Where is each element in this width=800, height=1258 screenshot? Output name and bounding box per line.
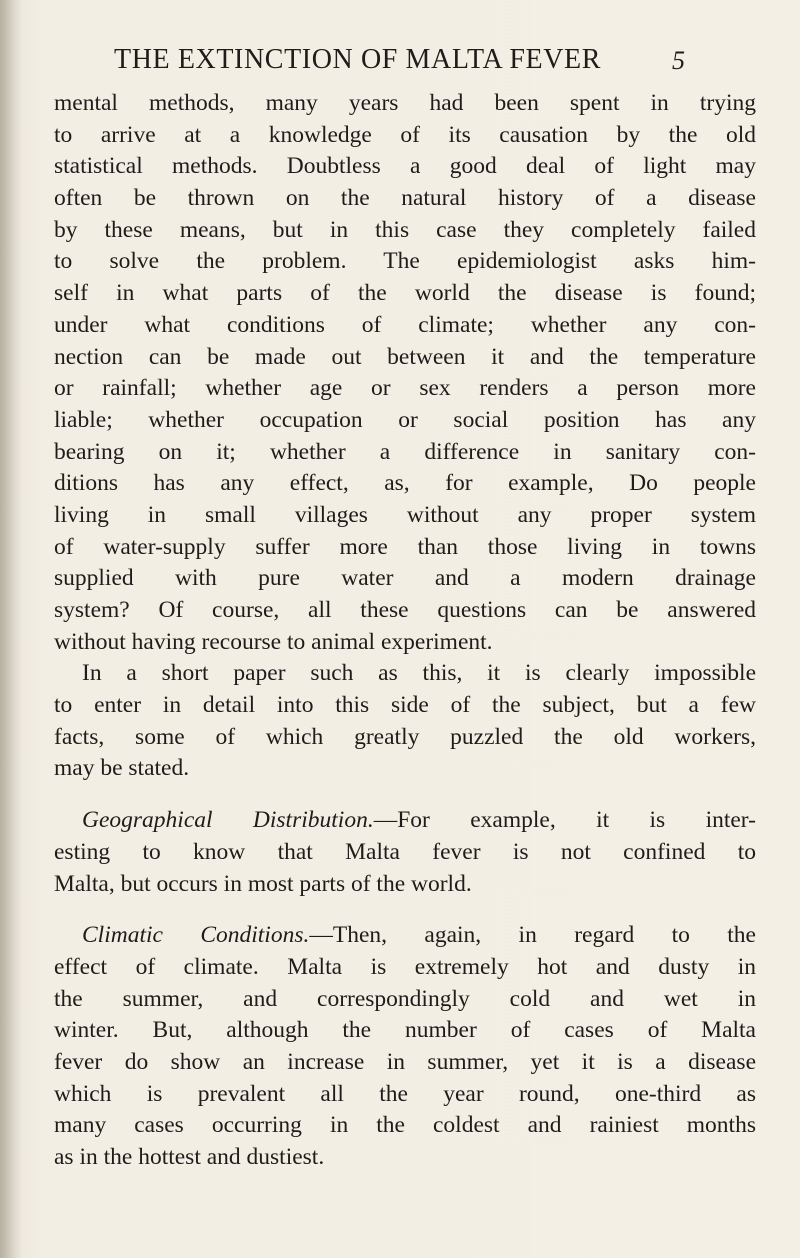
- paragraph-gap: [54, 785, 756, 805]
- binding-shadow: [0, 0, 22, 1258]
- text-line: nection can be made out between it and the temperature: [54, 343, 756, 370]
- text-line: to solve the problem. The epidemiologist asks him-: [54, 248, 756, 275]
- text-run: —For example, it is inter-: [373, 807, 756, 834]
- text-run: —Then, again, in regard to the: [309, 922, 756, 949]
- text-line: liable; whether occupation or social position has any: [54, 406, 756, 433]
- text-line: living in small villages without any proper system: [54, 501, 756, 528]
- text-line: may be stated.: [54, 755, 190, 782]
- text-line: [54, 920, 756, 952]
- text-line: self in what parts of the world the disease is found;: [54, 280, 756, 307]
- text-line: winter. But, although the number of cases of Malta: [54, 1017, 756, 1044]
- section-heading-climatic: Climatic Conditions.: [82, 922, 310, 949]
- text-line: to enter in detail into this side of the subject, but a few: [54, 692, 756, 719]
- page-number: 5: [672, 46, 685, 75]
- text-line: of water-supply suffer more than those living in towns: [54, 533, 756, 560]
- text-line: as in the hottest and dustiest.: [54, 1144, 325, 1170]
- text-line: system? Of course, all these questions can be answered: [54, 597, 756, 623]
- text-line: bearing on it; whether a difference in sanitary con-: [54, 438, 756, 465]
- text-line: under what conditions of climate; whether any con-: [54, 311, 756, 338]
- text-line: ditions has any effect, as, for example, Do people: [54, 470, 756, 497]
- text-line: without having recourse to animal experiment.: [54, 628, 493, 655]
- text-line: which is prevalent all the year round, one-third as: [54, 1080, 756, 1107]
- body-text: [54, 88, 756, 1174]
- paragraph-gap: [54, 900, 756, 920]
- running-title: THE EXTINCTION OF MALTA FEVER: [114, 44, 602, 75]
- text-line: many cases occurring in the coldest and rainiest months: [54, 1112, 756, 1139]
- text-line: often be thrown on the natural history of a disease: [54, 185, 756, 212]
- text-line: esting to know that Malta fever is not confined to: [54, 838, 756, 865]
- text-line: In a short paper such as this, it is clearly impossible: [82, 660, 756, 687]
- text-line: the summer, and correspondingly cold and wet in: [54, 985, 756, 1012]
- text-line: statistical methods. Doubtless a good deal of light may: [54, 153, 756, 180]
- section-heading-geographical: Geographical Distribution.: [82, 807, 374, 834]
- text-line: by these means, but in this case they completely failed: [54, 216, 756, 243]
- running-head: [0, 44, 800, 84]
- text-line: [54, 805, 756, 837]
- text-line: supplied with pure water and a modern drainage: [54, 565, 756, 592]
- text-line: facts, some of which greatly puzzled the old workers,: [54, 723, 756, 750]
- text-line: or rainfall; whether age or sex renders a person more: [54, 375, 756, 402]
- text-line: mental methods, many years had been spent in trying: [54, 90, 756, 116]
- text-line: Malta, but occurs in most parts of the world.: [54, 870, 472, 897]
- text-line: to arrive at a knowledge of its causation by the old: [54, 121, 756, 148]
- text-line: fever do show an increase in summer, yet it is a disease: [54, 1048, 756, 1075]
- text-line: effect of climate. Malta is extremely hot and dusty in: [54, 953, 756, 980]
